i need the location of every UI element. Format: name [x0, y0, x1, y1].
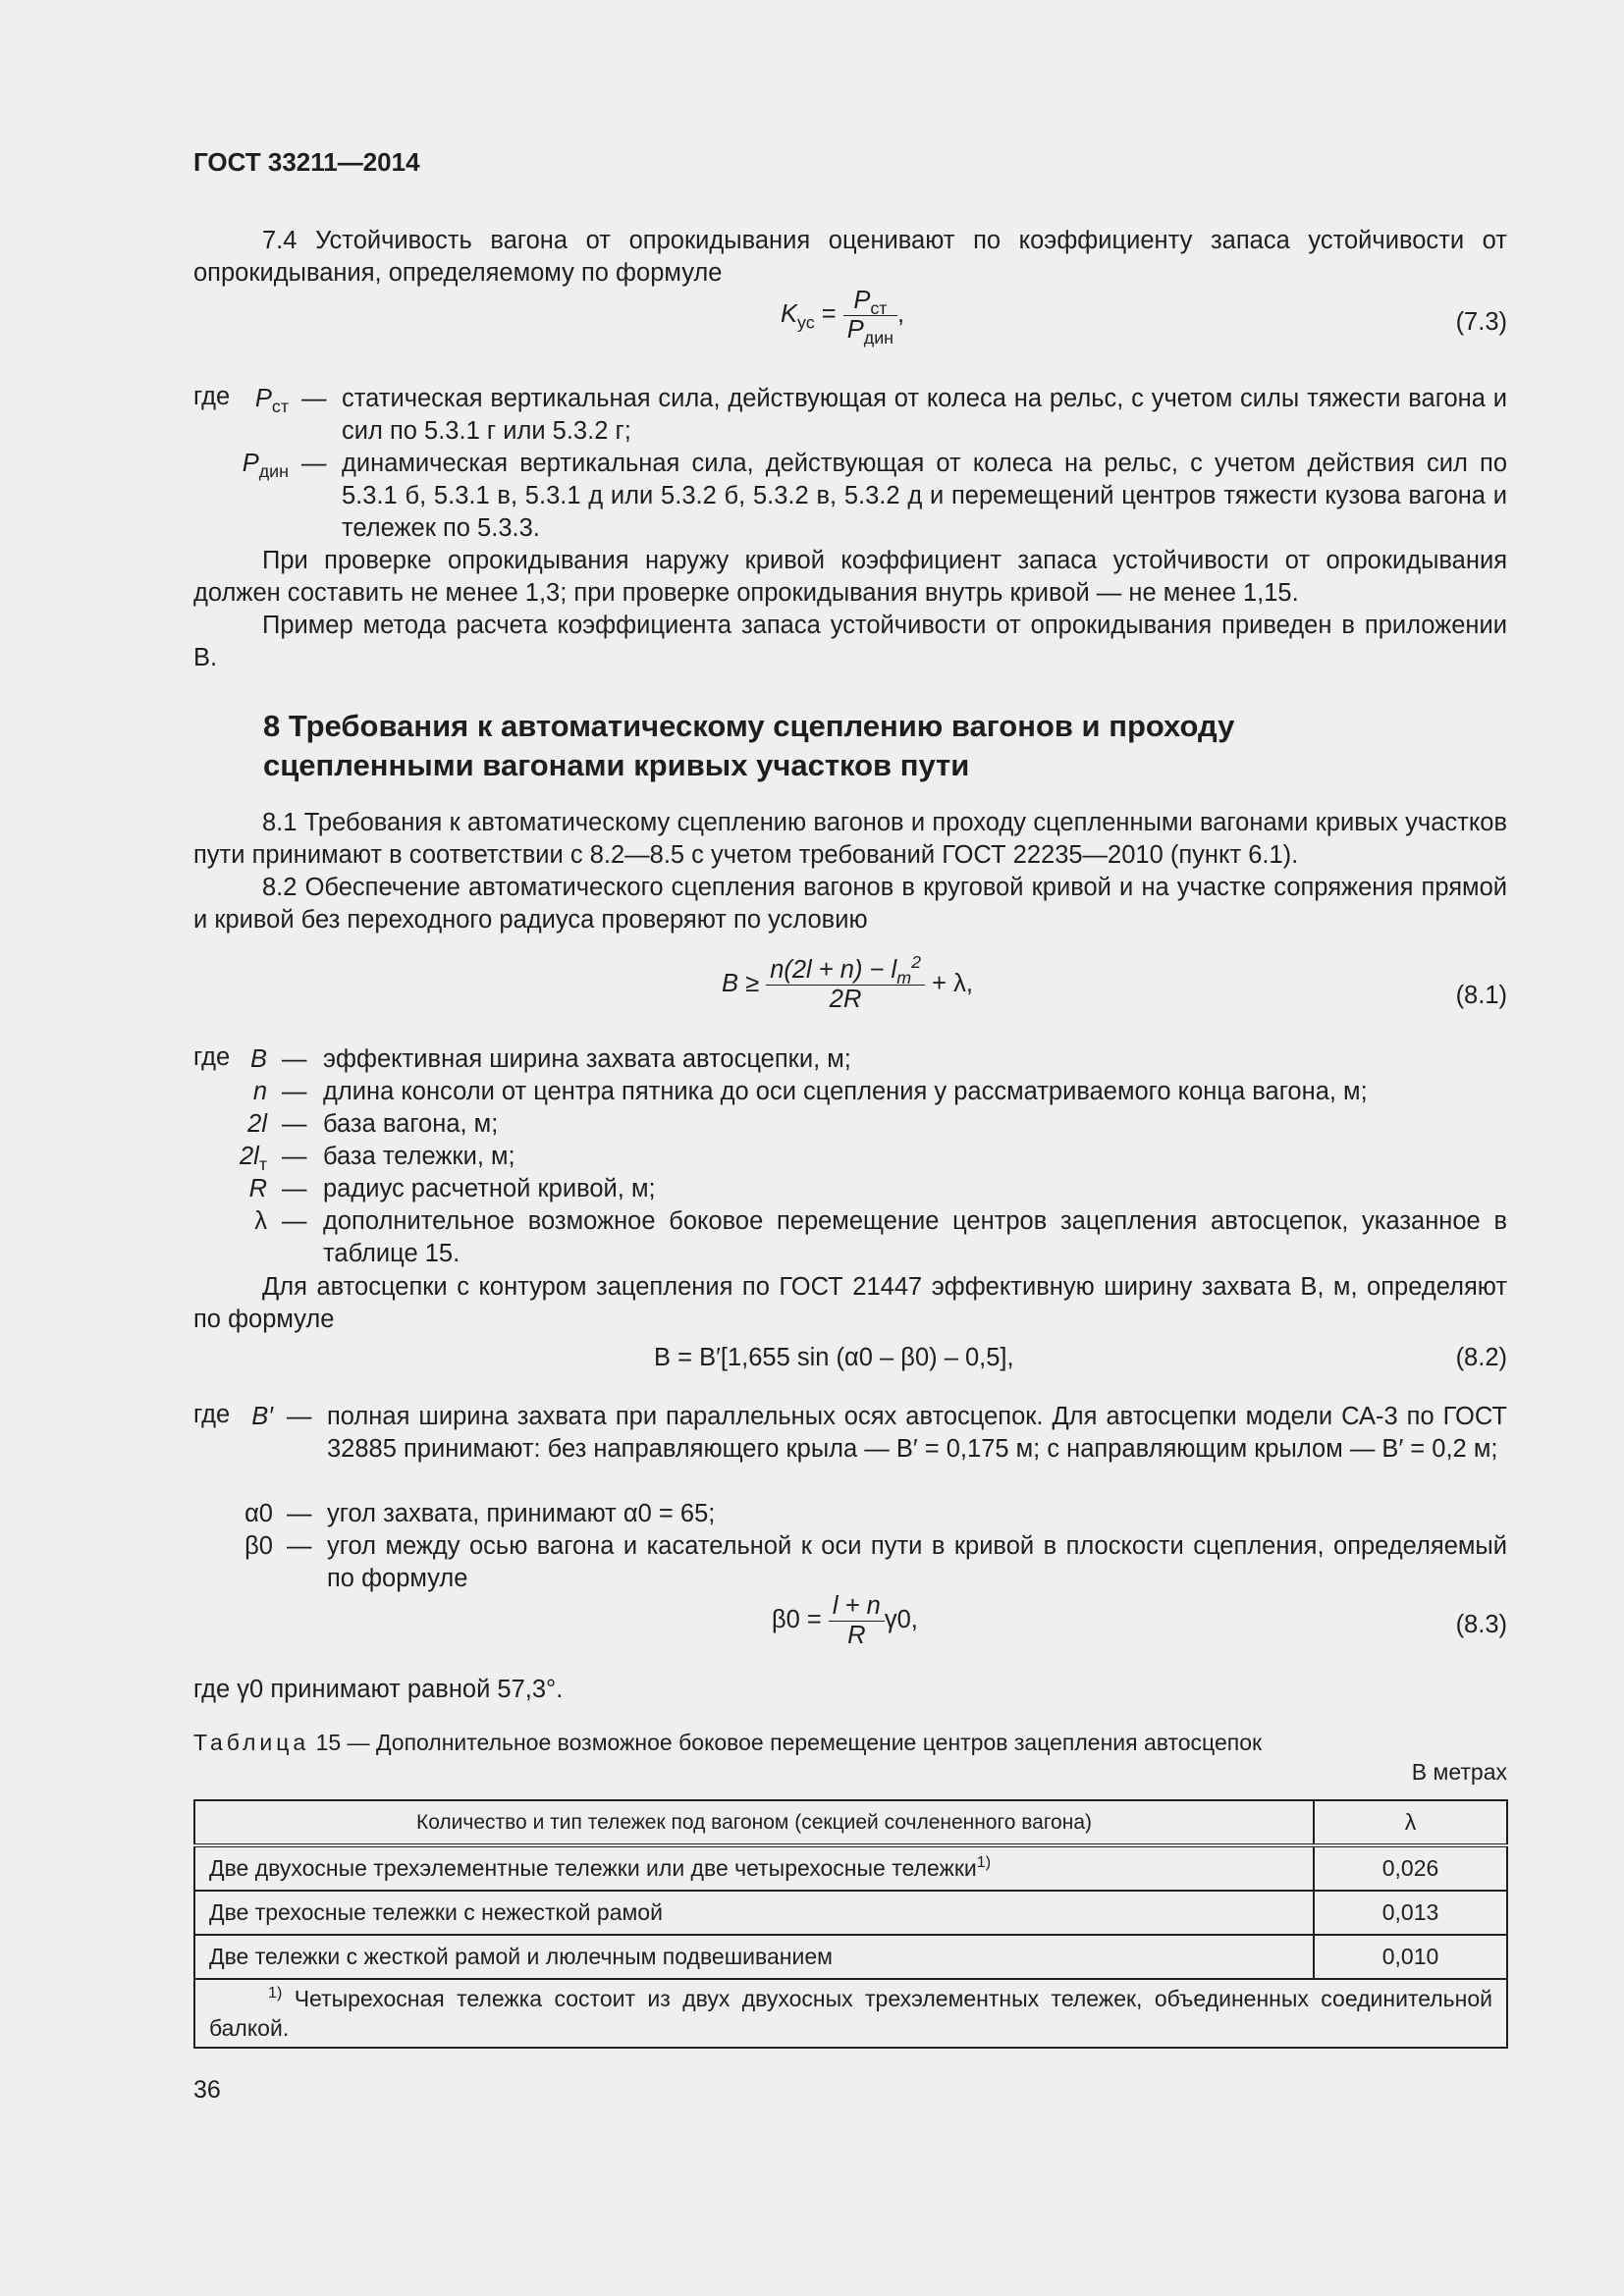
- definition-dash: —: [287, 1403, 312, 1430]
- footnote-marker: 1): [976, 1853, 992, 1872]
- table-header-cell: Количество и тип тележек под вагоном (секцией сочлененного вагона): [194, 1800, 1314, 1845]
- formula-number-7-3: (7.3): [1455, 308, 1507, 336]
- definition-symbol: P: [254, 385, 272, 412]
- definition-text: угол между осью вагона и касательной к оси пути в кривой в плоскости сцепления, определяемый по формуле: [327, 1532, 1507, 1592]
- formula-num-sub: т: [896, 968, 912, 988]
- table-row: [194, 1845, 1507, 1891]
- formula-number-8-3: (8.3): [1455, 1611, 1507, 1638]
- table-15: [193, 1799, 1508, 2049]
- formula-lhs-sub: ус: [797, 312, 815, 333]
- where-label-8-2: где: [193, 1401, 231, 1428]
- definition-dash: —: [287, 1500, 312, 1527]
- formula-numerator: n(2l + n) − l: [770, 956, 897, 984]
- table-cell-value: 0,013: [1314, 1891, 1507, 1935]
- heading-line-2: сцепленными вагонами кривых участков пути: [263, 748, 970, 782]
- definition-symbol: n: [252, 1078, 267, 1105]
- page-number: 36: [193, 2076, 221, 2104]
- formula-den-symbol: P: [846, 316, 864, 344]
- paragraph-8-1: 8.1 Требования к автоматическому сцеплению вагонов и проходу сцепленными вагонами кривых участков пути принимают в соответствии с 8.2—8.5 с учетом требований ГОСТ 22235—2010 (пункт 6.1).: [193, 809, 1507, 869]
- definition-symbol: B′: [251, 1403, 273, 1430]
- paragraph-contour: Для автосцепки с контуром зацепления по ГОСТ 21447 эффективную ширину захвата B, м, определяют по формуле: [193, 1273, 1507, 1333]
- table-footnote-cell: [194, 1979, 1507, 2048]
- table-footnote-row: [194, 1979, 1507, 2048]
- definition-text: эффективная ширина захвата автосцепки, м;: [323, 1045, 851, 1073]
- gamma-note: где γ0 принимают равной 57,3°.: [193, 1676, 564, 1703]
- table-units: В метрах: [1411, 1759, 1507, 1785]
- paragraph-example: Пример метода расчета коэффициента запаса устойчивости от опрокидывания приведен в приложении В.: [193, 612, 1507, 671]
- definition-symbol: R: [248, 1175, 267, 1202]
- definition-text: статическая вертикальная сила, действующая от колеса на рельс, с учетом силы тяжести вагона и сил по 5.3.1 г или 5.3.2 г;: [342, 385, 1507, 445]
- table-caption-label: Таблица: [193, 1730, 310, 1755]
- definition-dash: —: [282, 1110, 307, 1138]
- formula-denominator: 2R: [829, 986, 862, 1013]
- formula-tail: ,: [897, 300, 905, 329]
- formula-lhs-symbol: K: [781, 300, 798, 329]
- formula-8-1: [722, 952, 973, 1014]
- formula-fraction: [843, 287, 897, 348]
- definition-dash: —: [301, 450, 327, 477]
- document-id: ГОСТ 33211—2014: [193, 147, 420, 177]
- table-header-cell: λ: [1314, 1800, 1507, 1845]
- definition-subscript: дин: [258, 461, 289, 482]
- formula-8-2: B = B′[1,655 sin (α0 – β0) – 0,5],: [654, 1344, 1014, 1371]
- footnote-text: Четырехосная тележка состоит из двух двухосных трехэлементных тележек, объединенных соединительной балкой.: [209, 1986, 1492, 2041]
- formula-number-8-2: (8.2): [1455, 1344, 1507, 1371]
- row-label-text: Две двухосные трехэлементные тележки или две четырехосные тележки: [209, 1855, 977, 1881]
- definition-dash: —: [282, 1045, 307, 1073]
- definition-text: динамическая вертикальная сила, действующая от колеса на рельс, с учетом действия сил по 5.3.1 б, 5.3.1 в, 5.3.1 д или 5.3.2 б, 5.3.2 в, 5.3.2 д и перемещений центров тяжести кузова вагона и тележек по 5.3.3.: [342, 450, 1507, 542]
- definition-text: база вагона, м;: [323, 1110, 499, 1138]
- table-caption: [193, 1730, 1262, 1756]
- heading-line-1: 8 Требования к автоматическому сцеплению вагонов и проходу: [263, 709, 1235, 743]
- definition-dash: —: [282, 1078, 307, 1105]
- formula-num-sup: 2: [911, 952, 921, 973]
- definition-subscript: т: [258, 1154, 267, 1175]
- paragraph-check: При проверке опрокидывания наружу кривой коэффициент запаса устойчивости от опрокидывания должен составить не менее 1,3; при проверке опрокидывания внутрь кривой — не менее 1,15.: [193, 547, 1507, 607]
- formula-fraction: [766, 952, 925, 1014]
- table-cell-label: [194, 1845, 1314, 1891]
- formula-lhs: β0 =: [772, 1606, 822, 1634]
- table-cell-label: Две трехосные тележки с нежесткой рамой: [194, 1891, 1314, 1935]
- table-header-row: [194, 1800, 1507, 1845]
- footnote-marker: 1): [268, 1984, 283, 2002]
- definition-text: полная ширина захвата при параллельных осях автосцепок. Для автосцепки модели СА-3 по ГОСТ 32885 принимают: без направляющего крыла — B′ = 0,175 м; с направляющим крылом — B′ = 0,2 м;: [327, 1403, 1507, 1463]
- definition-symbol: 2l: [247, 1110, 267, 1138]
- formula-7-3: [781, 287, 905, 348]
- definition-list-8-2: [0, 1401, 1512, 1597]
- definition-symbol: β0: [244, 1532, 273, 1560]
- definition-symbol: P: [242, 450, 259, 477]
- where-label-8-1: где: [193, 1043, 231, 1071]
- formula-eq: =: [821, 300, 837, 329]
- definition-symbol: α0: [244, 1500, 273, 1527]
- formula-number-8-1: (8.1): [1455, 982, 1507, 1009]
- table-cell-value: 0,010: [1314, 1935, 1507, 1979]
- paragraph-7-4: 7.4 Устойчивость вагона от опрокидывания оценивают по коэффициенту запаса устойчивости от опрокидывания, определяемому по формуле: [193, 227, 1507, 287]
- definition-text: база тележки, м;: [323, 1143, 515, 1170]
- formula-tail: γ0,: [884, 1606, 918, 1634]
- definition-dash: —: [287, 1532, 312, 1560]
- table-cell-value: 0,026: [1314, 1845, 1507, 1891]
- table-cell-label: Две тележки с жесткой рамой и люлечным подвешиванием: [194, 1935, 1314, 1979]
- formula-numerator: l + n: [829, 1592, 885, 1622]
- definition-text: радиус расчетной кривой, м;: [323, 1175, 656, 1202]
- formula-num-sub: ст: [870, 298, 888, 319]
- where-label: где: [193, 383, 231, 410]
- formula-fraction: [829, 1592, 885, 1650]
- table-row: [194, 1935, 1507, 1979]
- definition-dash: —: [282, 1207, 307, 1235]
- definition-subscript: ст: [271, 397, 289, 417]
- formula-denominator: R: [847, 1622, 866, 1649]
- definition-text: дополнительное возможное боковое перемещение центров зацепления автосцепок, указанное в таблице 15.: [323, 1207, 1507, 1267]
- definition-symbol: λ: [254, 1207, 267, 1235]
- section-8-heading: [263, 707, 1234, 785]
- formula-num-symbol: P: [853, 287, 871, 314]
- definition-text: длина консоли от центра пятника до оси сцепления у рассматриваемого конца вагона, м;: [323, 1078, 1368, 1105]
- definition-dash: —: [301, 385, 327, 412]
- table-row: [194, 1891, 1507, 1935]
- definition-symbol: B: [249, 1045, 267, 1073]
- definition-list-8-1: [0, 1043, 1512, 1271]
- paragraph-8-2: 8.2 Обеспечение автоматического сцепления вагонов в круговой кривой и на участке сопряжения прямой и кривой без переходного радиуса проверяют по условию: [193, 874, 1507, 934]
- formula-operator: ≥: [745, 970, 760, 998]
- definition-symbol: 2l: [239, 1143, 259, 1170]
- formula-tail: + λ,: [932, 970, 973, 998]
- formula-8-3: [772, 1592, 918, 1650]
- definition-text: угол захвата, принимают α0 = 65;: [327, 1500, 716, 1527]
- formula-den-sub: дин: [863, 328, 894, 348]
- definition-dash: —: [282, 1143, 307, 1170]
- definition-dash: —: [282, 1175, 307, 1202]
- formula-lhs: B: [722, 970, 739, 998]
- table-caption-text: 15 — Дополнительное возможное боковое перемещение центров зацепления автосцепок: [315, 1730, 1263, 1755]
